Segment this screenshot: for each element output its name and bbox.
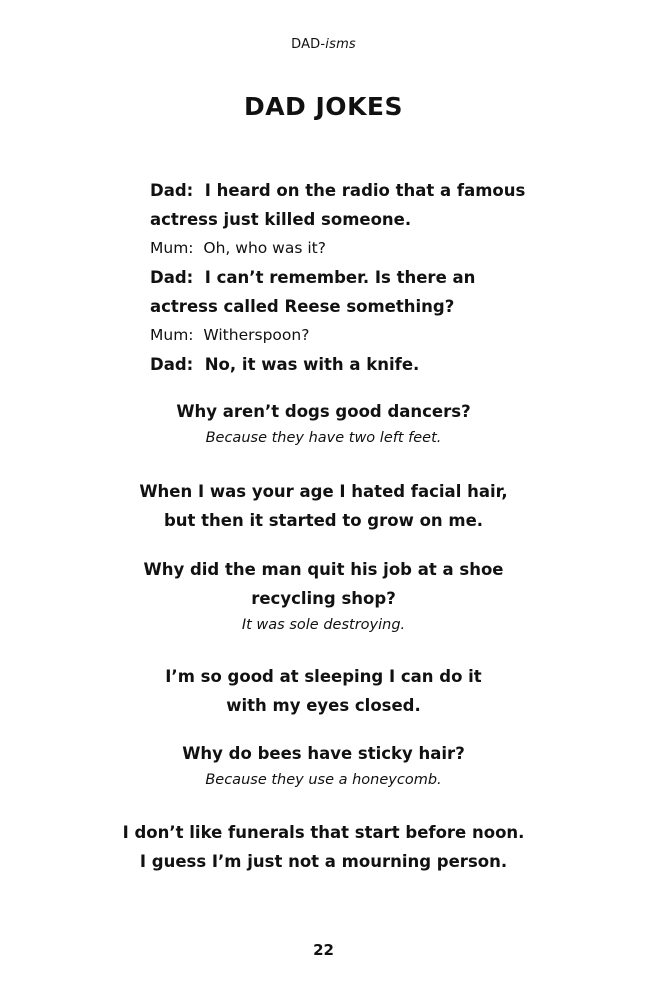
- joke-funerals: [0, 818, 647, 876]
- joke-shoe-recycling: [0, 555, 647, 638]
- joke-facial-hair: [0, 477, 647, 535]
- joke-question: with my eyes closed.: [226, 696, 421, 715]
- dialogue-text: Oh, who was it?: [203, 239, 326, 257]
- running-head-suffix: isms: [325, 37, 356, 52]
- dialogue-line: [150, 292, 610, 321]
- dialogue-text: No, it was with a knife.: [204, 355, 420, 374]
- joke-question: but then it started to grow on me.: [163, 511, 484, 530]
- dialogue-text: I can’t remember. Is there an: [204, 268, 476, 287]
- dialogue-text: I heard on the radio that a famous: [204, 181, 526, 200]
- joke-bees: [0, 739, 647, 793]
- dialogue-line: [150, 350, 610, 379]
- running-head-prefix: DAD-: [291, 37, 326, 52]
- running-head: [0, 37, 647, 52]
- dialogue-line: [150, 263, 610, 292]
- dialogue-text: actress called Reese something?: [150, 297, 455, 316]
- chapter-title: DAD JOKES: [243, 92, 404, 121]
- dialogue-line: [150, 234, 610, 263]
- joke-question: Why did the man quit his job at a shoe: [143, 560, 504, 579]
- speaker-label: Mum:: [150, 239, 194, 257]
- joke-question: Why do bees have sticky hair?: [182, 744, 465, 763]
- joke-question: I guess I’m just not a mourning person.: [139, 852, 508, 871]
- page-number: 22: [313, 941, 334, 959]
- speaker-label: Dad:: [150, 355, 194, 374]
- joke-sleeping: [0, 662, 647, 720]
- dialogue-line: [150, 321, 610, 350]
- joke-question: Why aren’t dogs good dancers?: [176, 402, 471, 421]
- joke-answer: Because they have two left feet.: [205, 430, 442, 446]
- speaker-label: Mum:: [150, 326, 194, 344]
- joke-question: I’m so good at sleeping I can do it: [165, 667, 482, 686]
- joke-question: When I was your age I hated facial hair,: [139, 482, 508, 501]
- dialogue-block: [150, 176, 610, 379]
- dialogue-text: Witherspoon?: [203, 326, 310, 344]
- speaker-label: Dad:: [150, 181, 194, 200]
- joke-answer: It was sole destroying.: [241, 617, 406, 633]
- dialogue-line: [150, 176, 610, 205]
- dialogue-line: [150, 205, 610, 234]
- joke-answer: Because they use a honeycomb.: [205, 772, 442, 788]
- joke-question: recycling shop?: [251, 589, 396, 608]
- speaker-label: Dad:: [150, 268, 194, 287]
- dialogue-text: actress just killed someone.: [150, 210, 412, 229]
- joke-dogs-dancers: [0, 397, 647, 451]
- joke-question: I don’t like funerals that start before noon.: [122, 823, 525, 842]
